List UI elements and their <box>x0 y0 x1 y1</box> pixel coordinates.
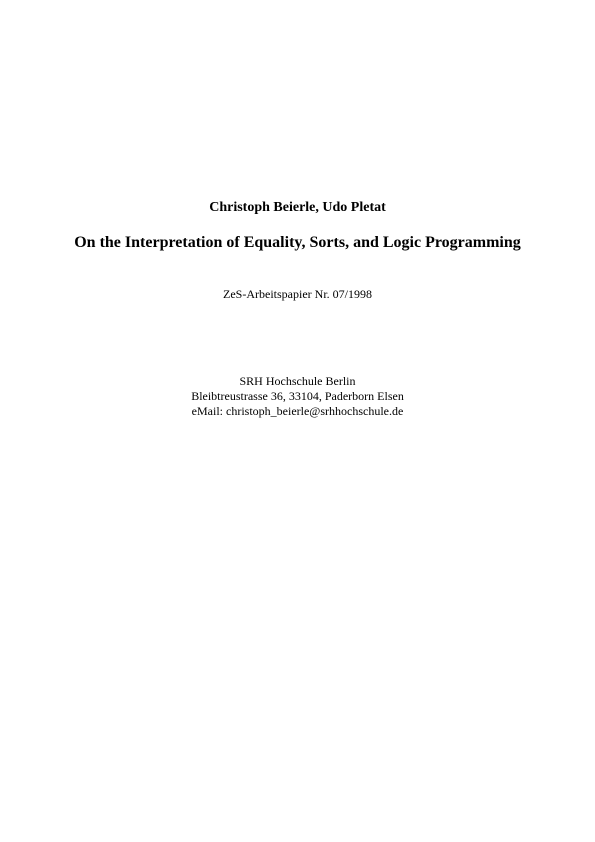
document-title: On the Interpretation of Equality, Sorts, and Logic Programming <box>74 234 521 251</box>
contact-address <box>0 374 595 419</box>
email-address: eMail: christoph_beierle@srhhochschule.de <box>191 404 404 418</box>
report-number: ZeS-Arbeitspapier Nr. 07/1998 <box>223 287 372 301</box>
author-names: Christoph Beierle, Udo Pletat <box>209 200 386 215</box>
institution-name: SRH Hochschule Berlin <box>239 374 356 388</box>
street-address: Bleibtreustrasse 36, 33104, Paderborn Elsen <box>191 389 404 403</box>
